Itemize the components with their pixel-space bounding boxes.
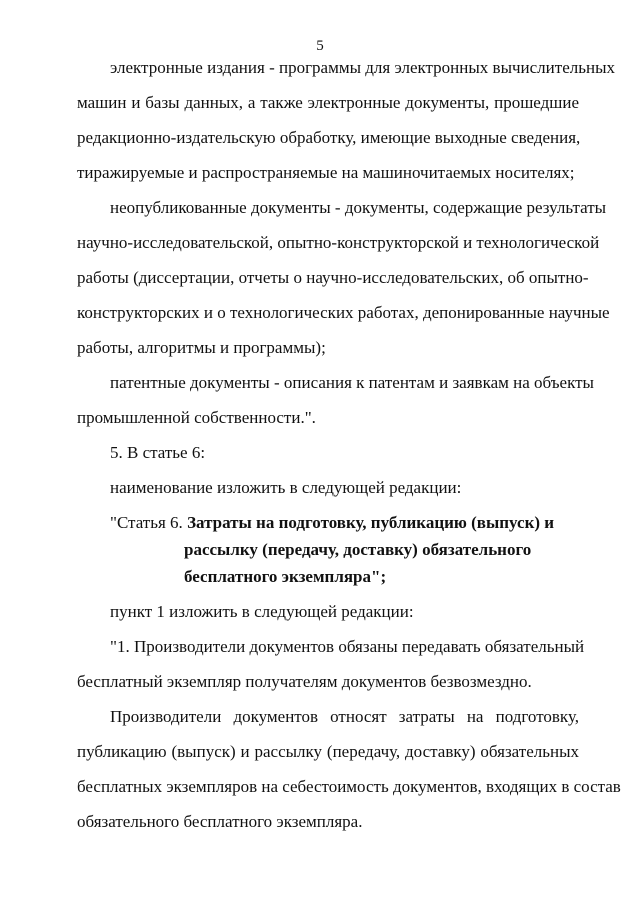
text-line: научно-исследовательской, опытно-конструкторской и технологической — [77, 233, 600, 252]
text-line: Производители документов относят затраты на подготовку, — [110, 707, 579, 726]
text-line: бесплатный экземпляр получателям документов безвозмездно. — [77, 672, 532, 691]
text-line: электронные издания - программы для электронных вычислительных — [110, 58, 615, 77]
text-line: конструкторских и о технологических работах, депонированные научные — [77, 303, 610, 322]
page-number: 5 — [316, 38, 324, 54]
text-line: патентные документы - описания к патентам и заявкам на объекты — [110, 373, 594, 392]
text-line: машин и базы данных, а также электронные документы, прошедшие — [77, 93, 579, 112]
article-title-line: рассылку (передачу, доставку) обязательного — [184, 540, 532, 559]
text-line: пункт 1 изложить в следующей редакции: — [110, 602, 414, 621]
text-line: обязательного бесплатного экземпляра. — [77, 812, 363, 831]
text-line: неопубликованные документы - документы, содержащие результаты — [110, 198, 607, 217]
article-heading — [110, 513, 579, 533]
article-number: "Статья 6. — [110, 513, 188, 532]
text-line: наименование изложить в следующей редакции: — [110, 478, 462, 497]
text-line: тиражируемые и распространяемые на машиночитаемых носителях; — [77, 163, 575, 182]
text-line: публикацию (выпуск) и рассылку (передачу, доставку) обязательных — [77, 742, 579, 761]
article-title: Затраты на подготовку, публикацию (выпуск) и — [187, 513, 555, 532]
text-line: бесплатных экземпляров на себестоимость документов, входящих в состав — [77, 777, 621, 796]
text-line: работы (диссертации, отчеты о научно-исследовательских, об опытно- — [77, 268, 589, 287]
text-line: "1. Производители документов обязаны передавать обязательный — [110, 637, 585, 656]
text-line: редакционно-издательскую обработку, имеющие выходные сведения, — [77, 128, 581, 147]
text-line: работы, алгоритмы и программы); — [77, 338, 326, 357]
section-item: 5. В статье 6: — [110, 443, 206, 462]
article-title-line: бесплатного экземпляра"; — [184, 567, 387, 586]
text-line: промышленной собственности.". — [77, 408, 316, 427]
